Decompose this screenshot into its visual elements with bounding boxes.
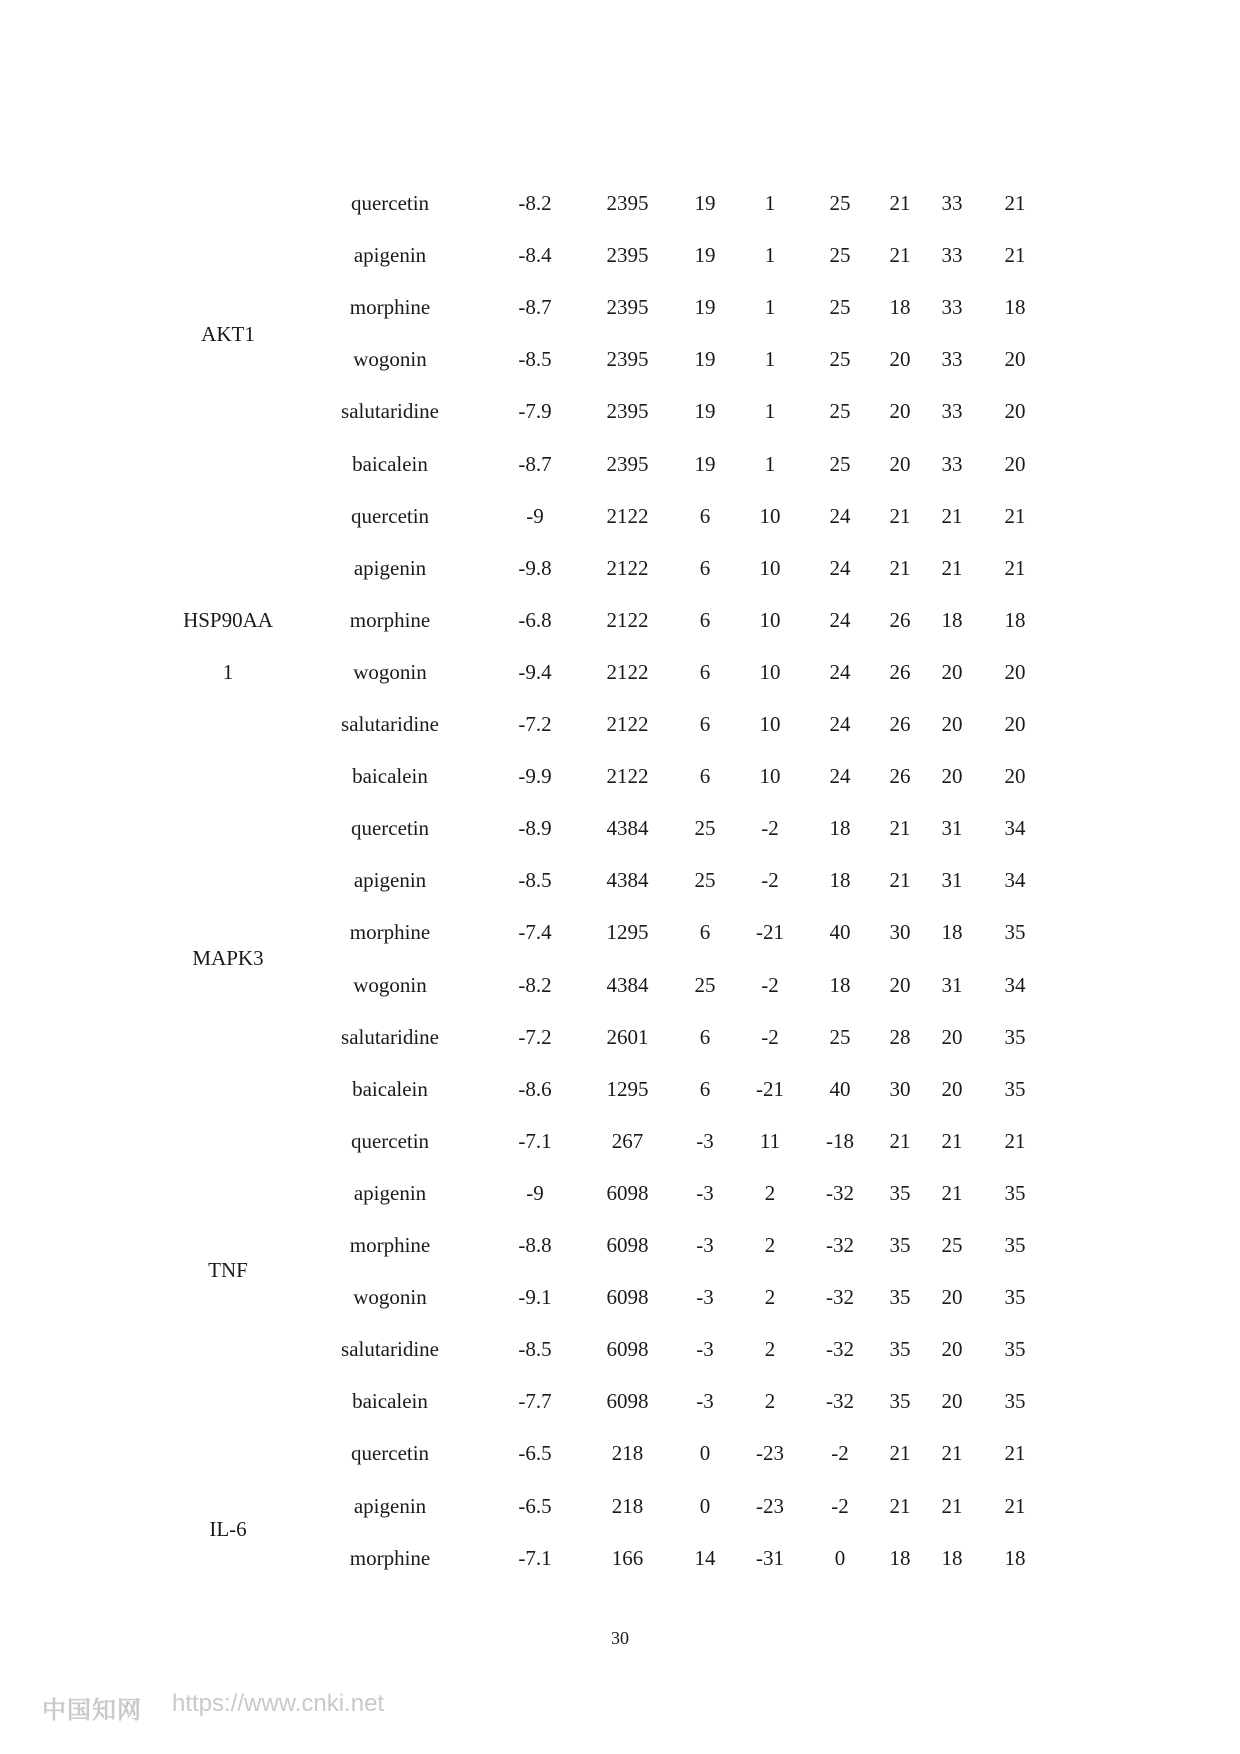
value-cell: 35	[889, 1389, 911, 1414]
value-cell: -8.7	[518, 295, 552, 320]
value-cell: 20	[941, 1285, 963, 1310]
value-cell: 25	[829, 347, 851, 372]
value-cell: 24	[829, 607, 851, 632]
value-cell: 20	[941, 1024, 963, 1049]
compound-cell: quercetin	[350, 191, 430, 215]
compound-cell: salutaridine	[341, 1337, 439, 1362]
value-cell: 4384	[606, 972, 649, 997]
value-cell: -8.6	[518, 1076, 552, 1101]
value-cell: 20	[889, 347, 911, 372]
value-cell: 20	[941, 659, 963, 684]
value-cell: -21	[756, 1076, 784, 1101]
value-cell: 35	[1004, 1076, 1026, 1101]
table-row	[0, 906, 1240, 958]
value-cell: 25	[694, 972, 716, 997]
table-row	[0, 854, 1240, 906]
value-cell: 6098	[606, 1233, 649, 1257]
value-cell: 18	[941, 920, 963, 945]
value-cell: 18	[941, 607, 963, 632]
value-cell: 4384	[606, 816, 649, 841]
value-cell: 2395	[606, 295, 649, 320]
compound-cell: morphine	[349, 1545, 431, 1570]
value-cell: 35	[889, 1285, 911, 1310]
value-cell: 25	[829, 191, 851, 215]
value-cell: 24	[829, 659, 851, 684]
page-number: 30	[611, 1628, 629, 1648]
value-cell: 31	[941, 972, 963, 997]
value-cell: 11	[759, 1128, 781, 1153]
table-row	[0, 1532, 1240, 1584]
value-cell: 20	[941, 712, 963, 736]
value-cell: -3	[696, 1233, 714, 1257]
table-row	[0, 1063, 1240, 1115]
value-cell: -8.5	[518, 1337, 552, 1362]
value-cell: 2601	[606, 1024, 649, 1049]
value-cell: 21	[1004, 1493, 1026, 1518]
value-cell: -8.5	[518, 347, 552, 372]
value-cell: 18	[829, 816, 851, 841]
value-cell: 6098	[606, 1389, 649, 1414]
value-cell: 18	[889, 295, 911, 320]
value-cell: 6	[699, 1076, 711, 1101]
value-cell: 18	[889, 1545, 911, 1570]
value-cell: 35	[1004, 1337, 1026, 1362]
compound-cell: quercetin	[350, 1128, 430, 1153]
value-cell: 19	[694, 295, 716, 320]
value-cell: 34	[1004, 816, 1026, 841]
value-cell: -3	[696, 1337, 714, 1362]
value-cell: 21	[941, 503, 963, 528]
value-cell: 14	[694, 1545, 716, 1570]
value-cell: 20	[1004, 399, 1026, 424]
value-cell: 26	[889, 607, 911, 632]
value-cell: 33	[941, 295, 963, 320]
value-cell: 25	[694, 816, 716, 841]
value-cell: -7.4	[518, 920, 552, 945]
value-cell: -2	[761, 972, 779, 997]
value-cell: -31	[756, 1545, 784, 1570]
value-cell: -6.5	[518, 1441, 552, 1466]
value-cell: -2	[831, 1493, 849, 1518]
value-cell: 1	[764, 347, 776, 372]
value-cell: 21	[1004, 1128, 1026, 1153]
value-cell: -23	[756, 1441, 784, 1466]
value-cell: 4384	[606, 868, 649, 893]
value-cell: -18	[826, 1128, 854, 1153]
value-cell: -9	[526, 503, 544, 528]
value-cell: 2395	[606, 399, 649, 424]
value-cell: 21	[1004, 191, 1026, 215]
value-cell: 26	[889, 659, 911, 684]
value-cell: 6	[699, 607, 711, 632]
value-cell: 6	[699, 764, 711, 789]
compound-cell: salutaridine	[341, 399, 439, 424]
value-cell: -3	[696, 1285, 714, 1310]
value-cell: -6.5	[518, 1493, 552, 1518]
value-cell: 35	[1004, 1180, 1026, 1205]
table-row	[0, 594, 1240, 646]
value-cell: 19	[694, 347, 716, 372]
value-cell: 2	[764, 1285, 776, 1310]
target-label: IL-6	[209, 1517, 247, 1541]
value-cell: 25	[829, 451, 851, 476]
table-row	[0, 1167, 1240, 1219]
table-row	[0, 750, 1240, 802]
table-row	[0, 385, 1240, 437]
value-cell: 25	[694, 868, 716, 893]
value-cell: 25	[829, 243, 851, 268]
value-cell: 20	[1004, 764, 1026, 789]
value-cell: -7.1	[518, 1545, 552, 1570]
compound-cell: apigenin	[353, 243, 427, 268]
value-cell: 1	[764, 451, 776, 476]
value-cell: 19	[694, 399, 716, 424]
value-cell: 1295	[606, 920, 649, 945]
value-cell: 6098	[606, 1337, 649, 1362]
compound-cell: quercetin	[350, 503, 430, 528]
value-cell: -9	[526, 1180, 544, 1205]
value-cell: -32	[826, 1389, 854, 1414]
value-cell: -7.2	[518, 1024, 552, 1049]
value-cell: 24	[829, 503, 851, 528]
value-cell: 34	[1004, 972, 1026, 997]
value-cell: -9.8	[518, 555, 552, 580]
value-cell: 20	[1004, 659, 1026, 684]
value-cell: 20	[941, 1076, 963, 1101]
value-cell: 2122	[606, 764, 649, 789]
value-cell: 21	[889, 1493, 911, 1518]
value-cell: -21	[756, 920, 784, 945]
value-cell: -8.7	[518, 451, 552, 476]
compound-cell: morphine	[349, 920, 431, 945]
value-cell: -32	[826, 1285, 854, 1310]
value-cell: 20	[889, 451, 911, 476]
value-cell: 20	[889, 972, 911, 997]
value-cell: 35	[1004, 1285, 1026, 1310]
value-cell: 18	[941, 1545, 963, 1570]
value-cell: 18	[1004, 1545, 1026, 1570]
value-cell: 35	[1004, 920, 1026, 945]
value-cell: 18	[829, 868, 851, 893]
table-row	[0, 438, 1240, 490]
value-cell: 21	[889, 868, 911, 893]
table-row	[0, 1427, 1240, 1479]
compound-cell: salutaridine	[341, 712, 439, 736]
value-cell: 2395	[606, 243, 649, 268]
table-row	[0, 490, 1240, 542]
value-cell: 30	[889, 920, 911, 945]
target-label: TNF	[208, 1258, 248, 1282]
compound-cell: wogonin	[353, 659, 427, 684]
value-cell: 24	[829, 555, 851, 580]
value-cell: -2	[831, 1441, 849, 1466]
value-cell: 21	[889, 243, 911, 268]
value-cell: 33	[941, 191, 963, 215]
compound-cell: wogonin	[353, 347, 427, 372]
value-cell: -32	[826, 1180, 854, 1205]
value-cell: 2122	[606, 607, 649, 632]
value-cell: 21	[941, 1441, 963, 1466]
table-row	[0, 177, 1240, 229]
value-cell: 21	[889, 503, 911, 528]
value-cell: 31	[941, 816, 963, 841]
value-cell: -8.4	[518, 243, 552, 268]
table-row	[0, 959, 1240, 1011]
value-cell: -9.1	[518, 1285, 552, 1310]
table-row	[0, 281, 1240, 333]
target-label: HSP90AA	[183, 608, 273, 632]
value-cell: -8.2	[518, 191, 552, 215]
value-cell: 166	[611, 1545, 644, 1570]
table-row	[0, 229, 1240, 281]
value-cell: 2395	[606, 451, 649, 476]
value-cell: 40	[829, 920, 851, 945]
value-cell: 6	[699, 555, 711, 580]
value-cell: 25	[829, 399, 851, 424]
value-cell: 6	[699, 503, 711, 528]
value-cell: 35	[1004, 1389, 1026, 1414]
value-cell: -9.9	[518, 764, 552, 789]
value-cell: -7.2	[518, 712, 552, 736]
value-cell: -2	[761, 1024, 779, 1049]
value-cell: 34	[1004, 868, 1026, 893]
compound-cell: quercetin	[350, 816, 430, 841]
value-cell: 18	[829, 972, 851, 997]
value-cell: 21	[889, 1441, 911, 1466]
value-cell: -7.7	[518, 1389, 552, 1414]
table-row	[0, 1271, 1240, 1323]
value-cell: 20	[1004, 451, 1026, 476]
value-cell: 35	[889, 1180, 911, 1205]
value-cell: 35	[889, 1233, 911, 1257]
value-cell: 2395	[606, 191, 649, 215]
value-cell: 1295	[606, 1076, 649, 1101]
compound-cell: baicalein	[352, 451, 428, 476]
compound-cell: apigenin	[353, 555, 427, 580]
value-cell: 10	[759, 607, 781, 632]
value-cell: 21	[941, 1180, 963, 1205]
value-cell: -23	[756, 1493, 784, 1518]
value-cell: 10	[759, 764, 781, 789]
compound-cell: salutaridine	[341, 1024, 439, 1049]
value-cell: 20	[1004, 347, 1026, 372]
value-cell: 24	[829, 764, 851, 789]
value-cell: 21	[889, 555, 911, 580]
value-cell: 35	[1004, 1233, 1026, 1257]
value-cell: -8.9	[518, 816, 552, 841]
value-cell: 20	[1004, 712, 1026, 736]
value-cell: 2122	[606, 503, 649, 528]
value-cell: 31	[941, 868, 963, 893]
table-row	[0, 1480, 1240, 1532]
value-cell: 10	[759, 555, 781, 580]
cnki-url-watermark: https://www.cnki.net	[172, 1690, 385, 1717]
value-cell: 20	[941, 1389, 963, 1414]
value-cell: 26	[889, 764, 911, 789]
compound-cell: wogonin	[353, 972, 427, 997]
value-cell: 2122	[606, 659, 649, 684]
value-cell: 33	[941, 451, 963, 476]
table-row	[0, 1323, 1240, 1375]
value-cell: 25	[941, 1233, 963, 1257]
value-cell: 20	[941, 1337, 963, 1362]
value-cell: 21	[941, 555, 963, 580]
value-cell: 20	[941, 764, 963, 789]
target-label: 1	[222, 660, 234, 684]
value-cell: 19	[694, 451, 716, 476]
value-cell: -32	[826, 1337, 854, 1362]
table-row	[0, 1375, 1240, 1427]
table-row	[0, 1011, 1240, 1063]
value-cell: -2	[761, 816, 779, 841]
table-row	[0, 542, 1240, 594]
value-cell: -9.4	[518, 659, 552, 684]
value-cell: 21	[1004, 555, 1026, 580]
value-cell: -3	[696, 1128, 714, 1153]
compound-cell: baicalein	[352, 1076, 428, 1101]
value-cell: 1	[764, 295, 776, 320]
value-cell: 18	[1004, 607, 1026, 632]
value-cell: 6	[699, 920, 711, 945]
value-cell: 21	[889, 191, 911, 215]
value-cell: 21	[941, 1128, 963, 1153]
value-cell: 267	[611, 1128, 644, 1153]
value-cell: 10	[759, 503, 781, 528]
value-cell: 6	[699, 712, 711, 736]
value-cell: 10	[759, 712, 781, 736]
value-cell: 1	[764, 243, 776, 268]
compound-cell: apigenin	[353, 1180, 427, 1205]
table-row	[0, 698, 1240, 750]
target-label: MAPK3	[192, 946, 264, 970]
value-cell: 35	[1004, 1024, 1026, 1049]
value-cell: 2395	[606, 347, 649, 372]
value-cell: 21	[889, 816, 911, 841]
value-cell: 0	[699, 1441, 711, 1466]
value-cell: 1	[764, 399, 776, 424]
value-cell: 24	[829, 712, 851, 736]
value-cell: 25	[829, 1024, 851, 1049]
value-cell: 2	[764, 1389, 776, 1414]
value-cell: -32	[826, 1233, 854, 1257]
value-cell: -3	[696, 1180, 714, 1205]
value-cell: -6.8	[518, 607, 552, 632]
value-cell: 6	[699, 1024, 711, 1049]
value-cell: 21	[941, 1493, 963, 1518]
value-cell: 26	[889, 712, 911, 736]
value-cell: 21	[1004, 503, 1026, 528]
value-cell: 28	[889, 1024, 911, 1049]
value-cell: 2122	[606, 555, 649, 580]
compound-cell: baicalein	[352, 764, 428, 789]
value-cell: 35	[889, 1337, 911, 1362]
value-cell: 33	[941, 347, 963, 372]
compound-cell: apigenin	[353, 1493, 427, 1518]
table-row	[0, 1115, 1240, 1167]
value-cell: 33	[941, 243, 963, 268]
cnki-logo-watermark: 中国知网	[42, 1697, 142, 1724]
value-cell: 2	[764, 1233, 776, 1257]
value-cell: -7.1	[518, 1128, 552, 1153]
compound-cell: morphine	[349, 1233, 431, 1257]
target-label: AKT1	[201, 322, 255, 346]
value-cell: -2	[761, 868, 779, 893]
value-cell: 6	[699, 659, 711, 684]
compound-cell: wogonin	[353, 1285, 427, 1310]
compound-cell: baicalein	[352, 1389, 428, 1414]
compound-cell: morphine	[349, 607, 431, 632]
table-row	[0, 646, 1240, 698]
table-row	[0, 802, 1240, 854]
value-cell: 2122	[606, 712, 649, 736]
value-cell: 40	[829, 1076, 851, 1101]
value-cell: 19	[694, 191, 716, 215]
value-cell: -8.2	[518, 972, 552, 997]
value-cell: -3	[696, 1389, 714, 1414]
table-row	[0, 1219, 1240, 1271]
value-cell: 30	[889, 1076, 911, 1101]
value-cell: 0	[699, 1493, 711, 1518]
value-cell: 2	[764, 1180, 776, 1205]
value-cell: 21	[1004, 1441, 1026, 1466]
value-cell: 2	[764, 1337, 776, 1362]
table-row	[0, 333, 1240, 385]
value-cell: 18	[1004, 295, 1026, 320]
value-cell: -8.5	[518, 868, 552, 893]
value-cell: 6098	[606, 1285, 649, 1310]
value-cell: 1	[764, 191, 776, 215]
compound-cell: morphine	[349, 295, 431, 320]
value-cell: 10	[759, 659, 781, 684]
value-cell: 0	[834, 1545, 846, 1570]
value-cell: 218	[611, 1493, 644, 1518]
value-cell: 218	[611, 1441, 644, 1466]
value-cell: 21	[1004, 243, 1026, 268]
compound-cell: apigenin	[353, 868, 427, 893]
value-cell: 25	[829, 295, 851, 320]
value-cell: -7.9	[518, 399, 552, 424]
value-cell: 21	[889, 1128, 911, 1153]
value-cell: 33	[941, 399, 963, 424]
value-cell: 6098	[606, 1180, 649, 1205]
value-cell: 20	[889, 399, 911, 424]
value-cell: 19	[694, 243, 716, 268]
value-cell: -8.8	[518, 1233, 552, 1257]
compound-cell: quercetin	[350, 1441, 430, 1466]
